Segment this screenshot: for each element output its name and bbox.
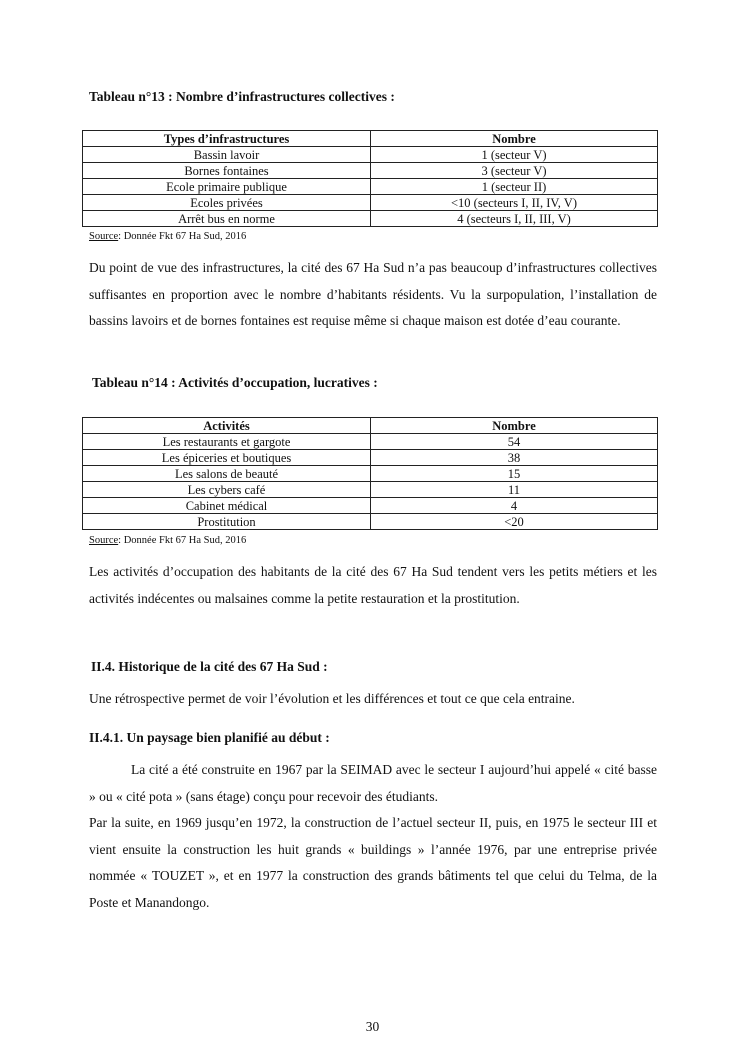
table-row [83,211,658,227]
page-number: 30 [365,1019,380,1034]
table-cell: 15 [371,466,658,482]
table-cell: Les restaurants et gargote [83,434,371,450]
table-row [83,514,658,530]
table-cell: Les épiceries et boutiques [83,450,371,466]
table-header-row [83,131,658,147]
infrastructures-table [82,130,658,227]
table-row [83,450,658,466]
table-cell: Ecole primaire publique [83,179,371,195]
source-text: : Donnée Fkt 67 Ha Sud, 2016 [118,535,247,546]
table14-title: Tableau n°14 : Activités d’occupation, lucratives : [92,375,378,390]
table-row [83,179,658,195]
table-cell: Les cybers café [83,482,371,498]
paragraph-infrastructures [89,255,657,335]
table-row [83,195,658,211]
table-cell: 54 [371,434,658,450]
activities-table [82,417,658,530]
table-header-row [83,418,658,434]
table-cell: Arrêt bus en norme [83,211,371,227]
table-cell: Les salons de beauté [83,466,371,482]
table-cell: 1 (secteur V) [371,147,658,163]
table-cell: <20 [371,514,658,530]
paragraph-history [89,757,657,916]
table13-source [89,231,246,242]
source-label: Source [89,535,119,546]
paragraph-text: La cité a été construite en 1967 par la SEIMAD avec le secteur I aujourd’hui appelé « cité basse » ou « cité pota » (sans étage) conçu pour recevoir des étudiants. [89,762,657,804]
table-cell: 4 [371,498,658,514]
table-row [83,482,658,498]
table-cell: 3 (secteur V) [371,163,658,179]
table-cell: Bornes fontaines [83,163,371,179]
table-cell: Prostitution [83,514,371,530]
table-cell: <10 (secteurs I, II, IV, V) [371,195,658,211]
table-cell: 1 (secteur II) [371,179,658,195]
source-text: : Donnée Fkt 67 Ha Sud, 2016 [118,231,247,242]
table-row [83,466,658,482]
table-cell: Cabinet médical [83,498,371,514]
table-cell: Bassin lavoir [83,147,371,163]
table-row [83,434,658,450]
table-row [83,147,658,163]
section-heading: II.4. Historique de la cité des 67 Ha Sud : [91,659,328,674]
paragraph-text: Par la suite, en 1969 jusqu’en 1972, la construction de l’actuel secteur II, puis, en 1975 le secteur III et vient ensuite la construction les huit grands « buildings » l’année 1976, par une entreprise privée nommée « TOUZET », et en 1977 la construction des grands bâtiments tel que celui du Telma, de la Poste et Manandongo. [89,815,657,910]
table-row [83,163,658,179]
paragraph-text: Les activités d’occupation des habitants de la cité des 67 Ha Sud tendent vers les petits métiers et les activités indécentes ou malsaines comme la petite restauration et la prostitution. [89,564,657,606]
subsection-heading: II.4.1. Un paysage bien planifié au début : [89,730,330,745]
paragraph-activities [89,559,657,612]
column-header: Activités [83,418,371,434]
table-cell: 4 (secteurs I, II, III, V) [371,211,658,227]
column-header: Nombre [371,418,658,434]
column-header: Nombre [371,131,658,147]
table-row [83,498,658,514]
table-cell: 11 [371,482,658,498]
table-cell: Ecoles privées [83,195,371,211]
column-header: Types d’infrastructures [83,131,371,147]
paragraph-retrospective [89,686,657,713]
table14-source [89,535,246,546]
table13-title: Tableau n°13 : Nombre d’infrastructures collectives : [89,89,395,104]
source-label: Source [89,231,119,242]
paragraph-text: Une rétrospective permet de voir l’évolution et les différences et tout ce que cela entraine. [89,691,575,706]
table-cell: 38 [371,450,658,466]
paragraph-text: Du point de vue des infrastructures, la cité des 67 Ha Sud n’a pas beaucoup d’infrastructures collectives suffisantes en proportion avec le nombre d’habitants résidents. Vu la surpopulation, l’installation de bassins lavoirs et de bornes fontaines est requise même si chaque maison est dotée d’eau courante. [89,260,657,328]
